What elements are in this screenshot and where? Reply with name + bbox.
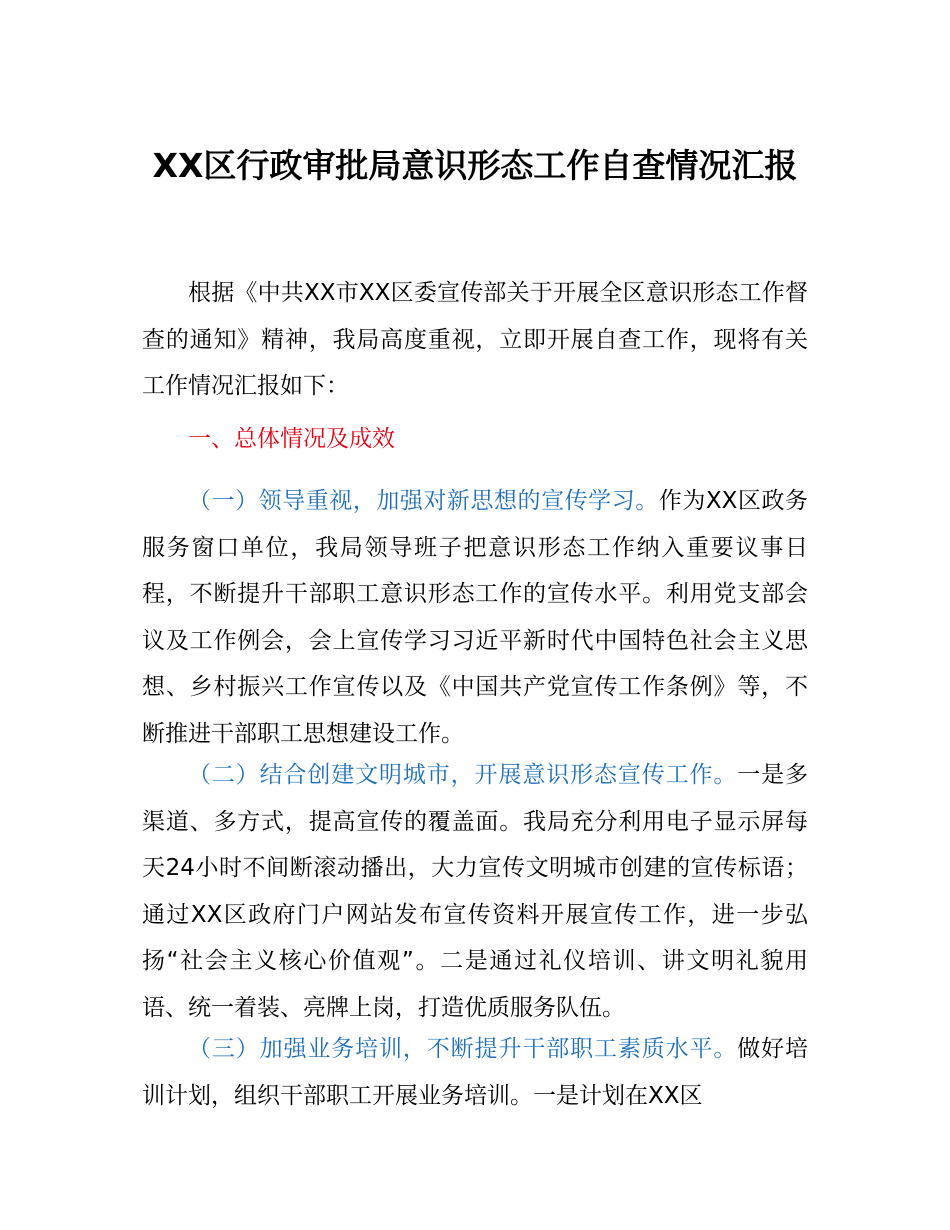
document-title: XX区行政审批局意识形态工作自查情况汇报 xyxy=(152,146,798,185)
item-1-heading: （一）领导重视，加强对新思想的宣传学习。 xyxy=(188,488,659,514)
intro-paragraph: 根据《中共XX市XX区委宣传部关于开展全区意识形态工作督查的通知》精神，我局高度重视，立即开展自查工作，现将有关工作情况汇报如下： xyxy=(142,280,808,399)
item-1-text: 作为XX区政务服务窗口单位，我局领导班子把意识形态工作纳入重要议事日程，不断提升干部职工意识形态工作的宣传水平。利用党支部会议及工作例会，会上宣传学习习近平新时代中国特色社会主义思想、乡村振兴工作宣传以及《中国共产党宣传工作条例》等，不断推进干部职工思想建设工作。 xyxy=(142,488,809,747)
item-3-paragraph xyxy=(142,1026,808,1119)
item-2-paragraph xyxy=(142,752,808,1031)
item-2-heading: （二）结合创建文明城市，开展意识形态宣传工作。 xyxy=(188,762,738,788)
item-3-heading: （三）加强业务培训，不断提升干部职工素质水平。 xyxy=(188,1036,738,1062)
item-3-text: 做好培训计划，组织干部职工开展业务培训。一是计划在XX区 xyxy=(142,1036,809,1109)
item-2-text: 一是多渠道、多方式，提高宣传的覆盖面。我局充分利用电子显示屏每天24小时不间断滚动播出，大力宣传文明城市创建的宣传标语；通过XX区政府门户网站发布宣传资料开展宣传工作，进一步弘扬“社会主义核心价值观”。二是通过礼仪培训、讲文明礼貌用语、统一着装、亮牌上岗，打造优质服务队伍。 xyxy=(142,762,809,1021)
section-1-heading: 一、总体情况及成效 xyxy=(188,426,395,452)
item-1-paragraph xyxy=(142,478,808,757)
